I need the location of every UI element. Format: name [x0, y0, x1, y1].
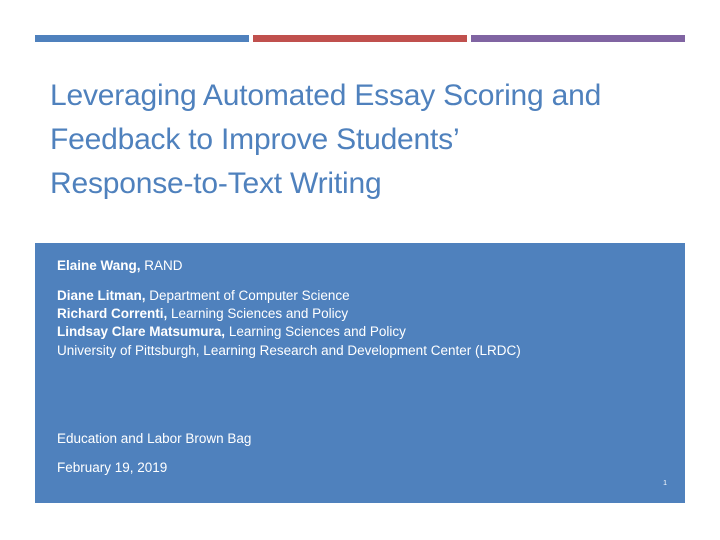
author-affiliation: Learning Sciences and Policy — [225, 324, 406, 339]
author-name: Diane Litman, — [57, 288, 146, 303]
author-affiliation: Department of Computer Science — [145, 288, 350, 303]
date-line: February 19, 2019 — [57, 460, 168, 475]
content-box — [35, 243, 685, 503]
title-line-1: Leveraging Automated Essay Scoring and — [50, 79, 602, 112]
page-number: 1 — [663, 480, 667, 487]
author-line-matsumura — [57, 323, 406, 341]
author-affiliation: RAND — [140, 258, 183, 273]
author-name: Elaine Wang, — [57, 258, 141, 273]
accent-bar-blue — [35, 35, 249, 42]
author-name: Richard Correnti, — [57, 306, 168, 321]
accent-bar-red — [253, 35, 467, 42]
institution-line: University of Pittsburgh, Learning Research and Development Center (LRDC) — [57, 343, 521, 358]
author-line-correnti — [57, 305, 348, 323]
accent-bar-purple — [471, 35, 685, 42]
author-affiliation: Learning Sciences and Policy — [167, 306, 349, 321]
title-line-3: Response-to-Text Writing — [50, 167, 382, 200]
author-line-litman — [57, 287, 350, 305]
title-line-2: Feedback to Improve Students’ — [50, 123, 460, 156]
event-line: Education and Labor Brown Bag — [57, 431, 252, 446]
author-line-wang — [57, 257, 183, 275]
author-name: Lindsay Clare Matsumura, — [57, 324, 226, 339]
slide-title — [50, 74, 690, 206]
